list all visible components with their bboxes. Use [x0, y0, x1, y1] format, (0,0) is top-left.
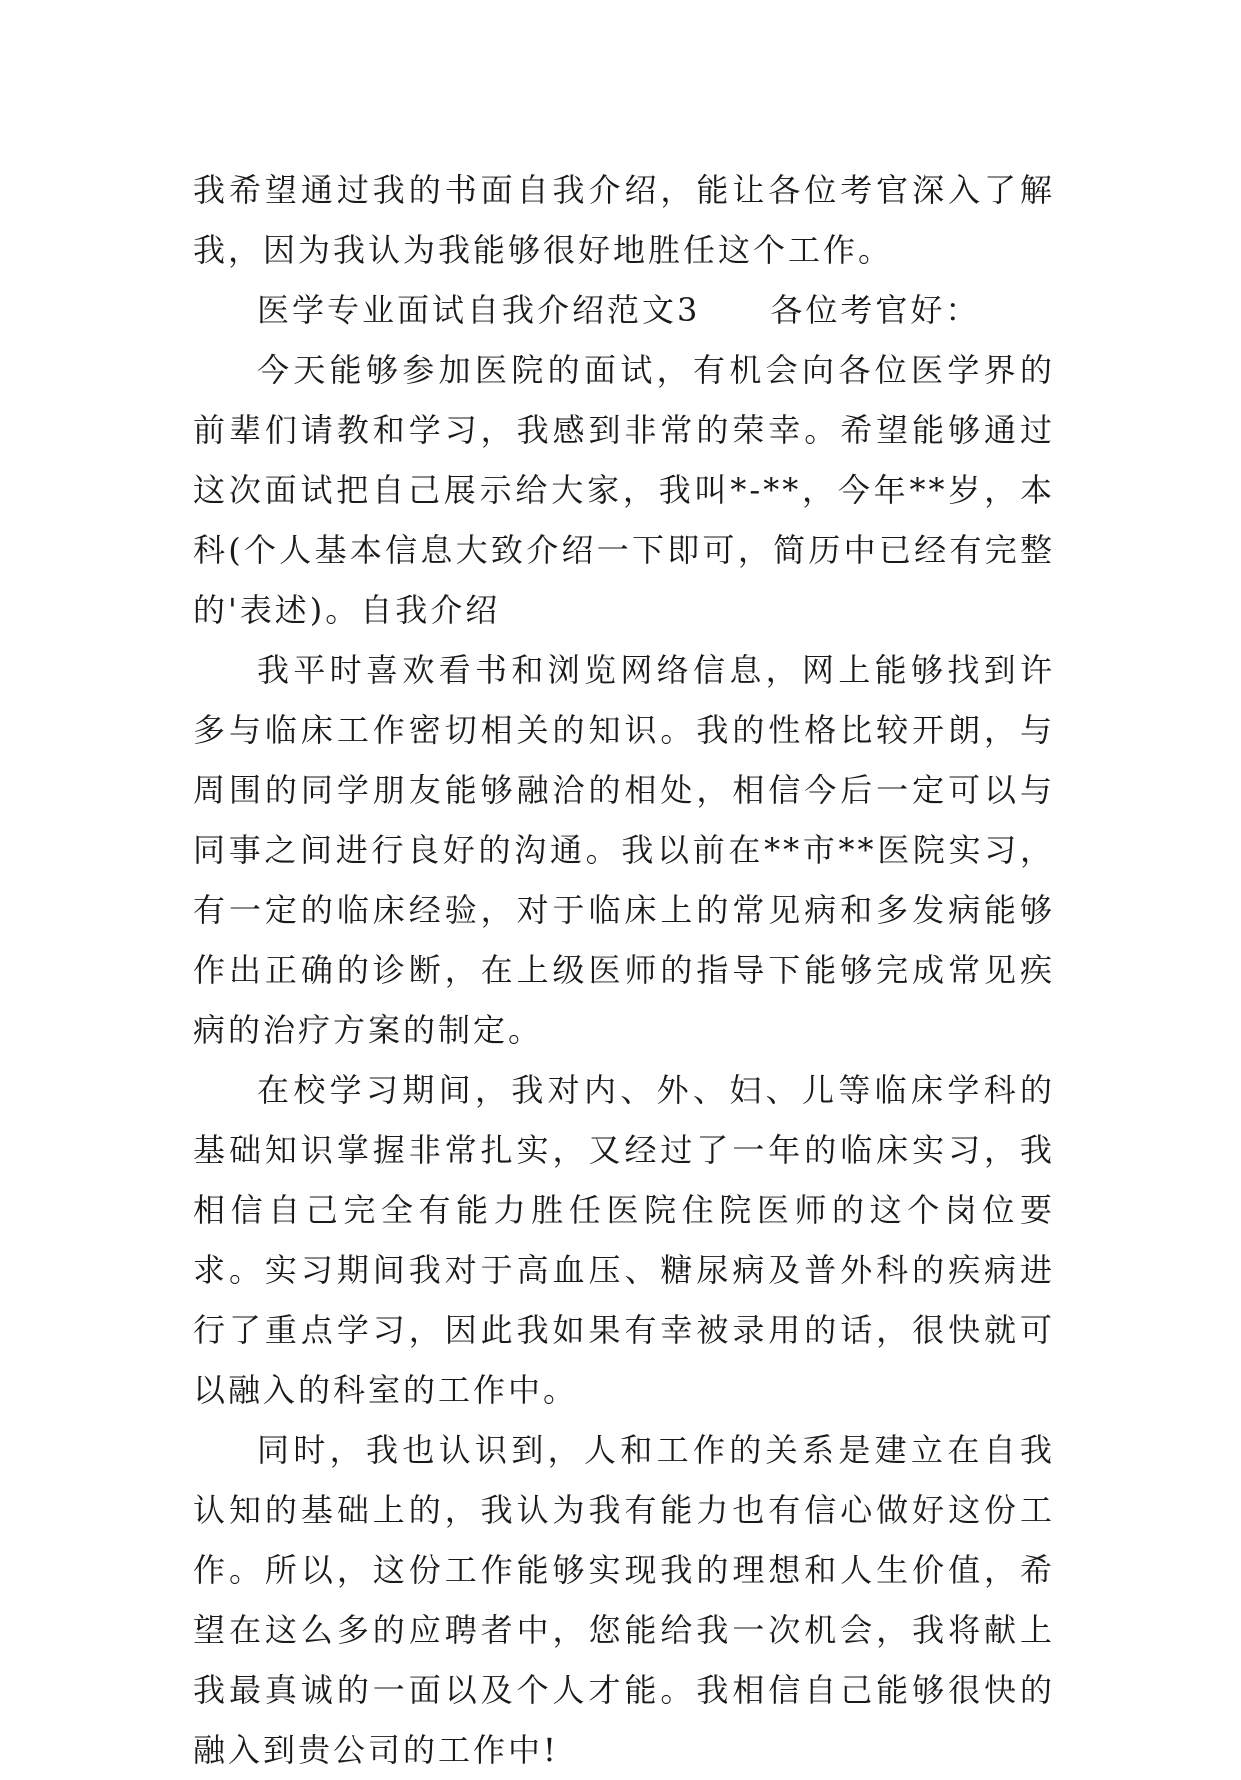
paragraph-conclusion: 同时，我也认识到，人和工作的关系是建立在自我认知的基础上的，我认为我有能力也有信心做好这份工作。所以，这份工作能够实现我的理想和人生价值，希望在这么多的应聘者中，您能给我一次机会，我将献上我最真诚的一面以及个人才能。我相信自己能够很快的融入到贵公司的工作中!	[193, 1431, 1055, 1769]
section-heading: 医学专业面试自我介绍范文3 各位考官好：	[257, 291, 981, 329]
paragraph-hobbies: 我平时喜欢看书和浏览网络信息，网上能够找到许多与临床工作密切相关的知识。我的性格比较开朗，与周围的同学朋友能够融洽的相处，相信今后一定可以与同事之间进行良好的沟通。我以前在**市**医院实习，有一定的临床经验，对于临床上的常见病和多发病能够作出正确的诊断，在上级医师的指导下能够完成常见疾病的治疗方案的制定。	[193, 651, 1055, 1049]
document-body	[193, 160, 1055, 1780]
paragraph-greeting: 今天能够参加医院的面试，有机会向各位医学界的前辈们请教和学习，我感到非常的荣幸。希望能够通过这次面试把自己展示给大家，我叫*-**，今年**岁，本科(个人基本信息大致介绍一下即可，简历中已经有完整的'表述)。自我介绍	[193, 351, 1055, 629]
paragraph-intro-closing: 我希望通过我的书面自我介绍，能让各位考官深入了解我，因为我认为我能够很好地胜任这个工作。	[193, 171, 1055, 269]
paragraph-study: 在校学习期间，我对内、外、妇、儿等临床学科的基础知识掌握非常扎实，又经过了一年的临床实习，我相信自己完全有能力胜任医院住院医师的这个岗位要求。实习期间我对于高血压、糖尿病及普外科的疾病进行了重点学习，因此我如果有幸被录用的话，很快就可以融入的科室的工作中。	[193, 1071, 1055, 1409]
